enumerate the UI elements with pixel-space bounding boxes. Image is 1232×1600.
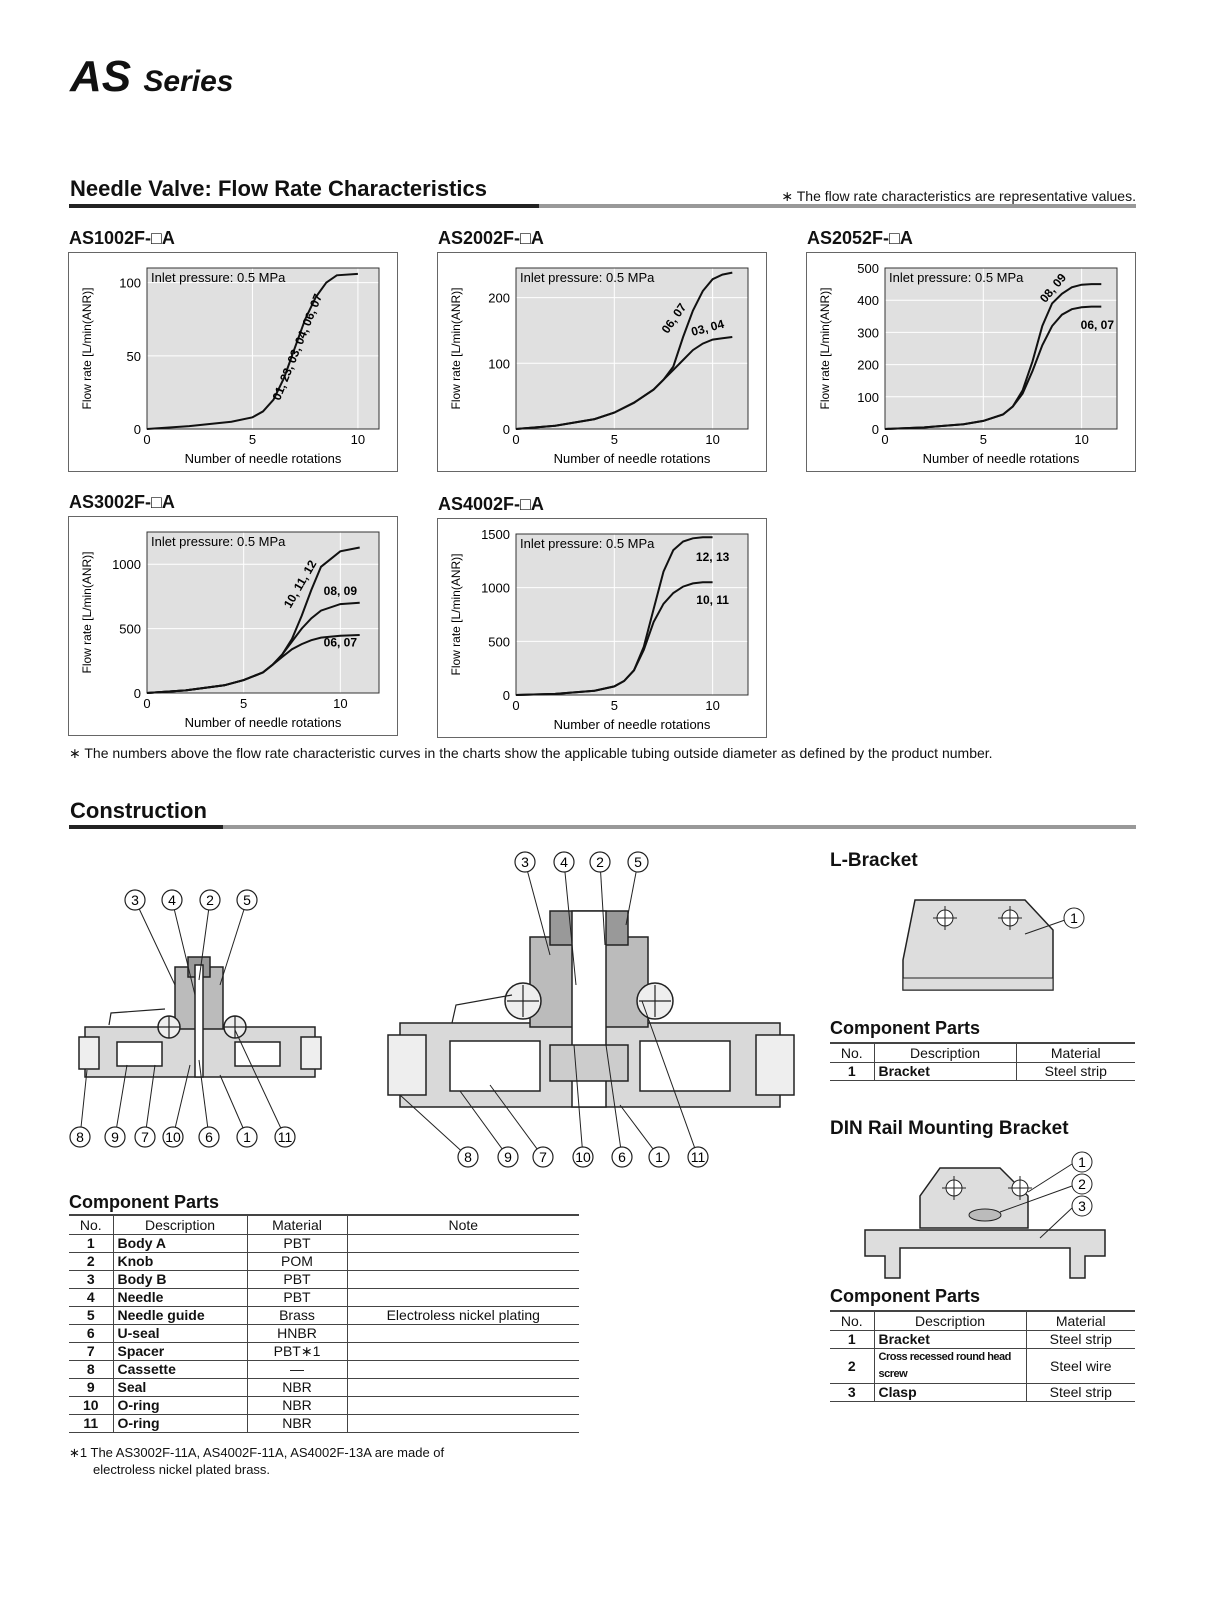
cell-desc: Needle guide: [113, 1307, 247, 1325]
cell-note: [347, 1379, 579, 1397]
inlet-pressure-label: Inlet pressure: 0.5 MPa: [151, 270, 286, 285]
cell-no: 11: [69, 1415, 113, 1433]
x-tick-label: 0: [881, 432, 889, 447]
series-title-sub: Series: [143, 65, 234, 98]
callout-4: 4: [168, 892, 176, 908]
component-parts-table: [69, 1214, 579, 1433]
construction-drawing-large: [380, 845, 800, 1175]
flow-chart-as4002: [437, 518, 767, 738]
cell-mat: PBT: [247, 1289, 347, 1307]
inlet-pressure-label: Inlet pressure: 0.5 MPa: [520, 270, 655, 285]
cell-mat: PBT∗1: [247, 1343, 347, 1361]
series-label: 06, 07: [658, 300, 690, 336]
flow-section-title: Needle Valve: Flow Rate Characteristics: [70, 176, 487, 201]
plot-area: [147, 268, 379, 429]
y-tick-label: 0: [502, 422, 510, 437]
series-label: 08, 09: [1036, 270, 1070, 306]
cell-no: 2: [830, 1349, 874, 1384]
footnote-line2: electroless nickel plated brass.: [93, 1462, 271, 1477]
y-axis-label: Flow rate [L/min(ANR)]: [80, 287, 94, 410]
x-tick-label: 5: [610, 698, 618, 713]
y-tick-label: 0: [871, 422, 879, 437]
table-row: [830, 1349, 1135, 1384]
y-tick-label: 500: [119, 621, 141, 637]
callout-3: 3: [521, 854, 529, 870]
lb-col-description: Description: [874, 1043, 1016, 1063]
cell-no: 7: [69, 1343, 113, 1361]
callout-1: 1: [655, 1149, 663, 1165]
y-tick-label: 500: [488, 634, 510, 650]
cell-note: [347, 1361, 579, 1379]
x-tick-label: 0: [143, 432, 151, 447]
plot-area: [885, 268, 1117, 429]
x-tick-label: 5: [248, 432, 257, 447]
cell-no: 5: [69, 1307, 113, 1325]
y-tick-label: 100: [488, 356, 510, 372]
plot-area: [147, 532, 379, 693]
callout-10: 10: [165, 1129, 181, 1145]
construction-bar: [69, 825, 223, 829]
table-row: [830, 1384, 1135, 1402]
y-tick-label: 100: [857, 389, 879, 405]
din-callout-1: 1: [1078, 1154, 1086, 1170]
chart-model-as2052: AS2052F-□A: [807, 228, 913, 248]
cell-note: [347, 1289, 579, 1307]
y-tick-label: 500: [857, 261, 879, 276]
cell-desc: Clasp: [874, 1384, 1026, 1402]
l-bracket-parts-table: [830, 1042, 1135, 1081]
callout-11: 11: [277, 1129, 293, 1145]
callout-5: 5: [634, 854, 642, 870]
x-tick-label: 5: [240, 696, 248, 711]
cell-no: 8: [69, 1361, 113, 1379]
cell-desc: U-seal: [113, 1325, 247, 1343]
flow-chart-as2052: [806, 252, 1136, 472]
flow-note: ∗ The flow rate characteristics are representative values.: [781, 188, 1136, 204]
cell-no: 9: [69, 1379, 113, 1397]
chart-model-as1002: AS1002F-□A: [69, 228, 175, 248]
series-label: 10, 11, 12: [280, 557, 320, 611]
col-note: Note: [347, 1215, 579, 1235]
series-label: 10, 11: [696, 592, 729, 607]
callout-8: 8: [464, 1149, 472, 1165]
callout-3: 3: [131, 892, 139, 908]
cell-note: [347, 1397, 579, 1415]
inlet-pressure-label: Inlet pressure: 0.5 MPa: [520, 536, 655, 551]
x-tick-label: 0: [512, 432, 520, 447]
callout-8: 8: [76, 1129, 84, 1145]
series-title-main: AS: [70, 52, 132, 101]
din-bracket-title: DIN Rail Mounting Bracket: [830, 1118, 1069, 1139]
series-label: 01, 23, 03, 04, 06, 07: [269, 291, 325, 403]
cell-desc: Body B: [113, 1271, 247, 1289]
x-axis-label: Number of needle rotations: [553, 717, 711, 732]
col-material: Material: [247, 1215, 347, 1235]
table-row: [69, 1289, 579, 1307]
x-tick-label: 10: [705, 698, 720, 713]
inlet-pressure-label: Inlet pressure: 0.5 MPa: [151, 534, 286, 549]
chart-model-as3002: AS3002F-□A: [69, 492, 175, 512]
x-tick-label: 10: [350, 432, 366, 447]
y-axis-label: Flow rate [L/min(ANR)]: [449, 553, 463, 676]
cell-mat: Steel strip: [1026, 1384, 1135, 1402]
cell-desc: Cassette: [113, 1361, 247, 1379]
y-tick-label: 1000: [481, 580, 510, 596]
table-row: [69, 1325, 579, 1343]
footnote-line1: The AS3002F-11A, AS4002F-11A, AS4002F-13A are made of: [90, 1445, 445, 1460]
footnote-mark: ∗1: [69, 1445, 88, 1460]
chart-model-as4002: AS4002F-□A: [438, 494, 544, 514]
table-row: [69, 1271, 579, 1289]
x-axis-label: Number of needle rotations: [184, 451, 342, 466]
callout-9: 9: [111, 1129, 119, 1145]
y-tick-label: 0: [133, 686, 141, 701]
cell-mat: HNBR: [247, 1325, 347, 1343]
callout-5: 5: [243, 892, 251, 908]
plot-area: [516, 268, 748, 429]
table-row: [69, 1253, 579, 1271]
l-bracket-callout: 1: [1070, 910, 1078, 926]
cell-desc: Knob: [113, 1253, 247, 1271]
series-label: 06, 07: [1080, 318, 1115, 333]
table-row: [69, 1361, 579, 1379]
y-tick-label: 0: [502, 688, 510, 703]
y-tick-label: 50: [126, 348, 141, 364]
l-bracket-drawing: [895, 890, 1095, 1000]
cell-note: [347, 1235, 579, 1253]
y-tick-label: 200: [488, 290, 510, 306]
cell-note: [347, 1253, 579, 1271]
din-callout-3: 3: [1078, 1198, 1086, 1214]
cell-mat: NBR: [247, 1415, 347, 1433]
cell-no: 6: [69, 1325, 113, 1343]
series-title: [70, 52, 233, 102]
callout-10: 10: [575, 1149, 591, 1165]
callout-2: 2: [596, 854, 604, 870]
cell-desc: Bracket: [874, 1063, 1016, 1081]
col-description: Description: [113, 1215, 247, 1235]
cell-note: [347, 1271, 579, 1289]
cell-mat: Brass: [247, 1307, 347, 1325]
din-bracket-drawing: [860, 1148, 1110, 1288]
table-row: [830, 1331, 1135, 1349]
component-parts-footnote: [69, 1444, 444, 1478]
flow-chart-as2002: [437, 252, 767, 472]
cell-mat: NBR: [247, 1379, 347, 1397]
cell-note: [347, 1415, 579, 1433]
table-row: [69, 1415, 579, 1433]
x-tick-label: 10: [333, 696, 348, 711]
y-tick-label: 300: [857, 325, 879, 341]
cell-no: 2: [69, 1253, 113, 1271]
y-tick-label: 0: [133, 422, 141, 437]
callout-7: 7: [141, 1129, 149, 1145]
callout-2: 2: [206, 892, 214, 908]
cell-mat: Steel strip: [1016, 1063, 1135, 1081]
series-label: 06, 07: [323, 635, 358, 650]
construction-bar-light: [223, 825, 1136, 829]
y-axis-label: Flow rate [L/min(ANR)]: [449, 287, 463, 410]
x-tick-label: 0: [512, 698, 520, 713]
cell-no: 1: [830, 1063, 874, 1081]
series-label: 08, 09: [323, 584, 358, 599]
callout-7: 7: [539, 1149, 547, 1165]
callout-6: 6: [618, 1149, 626, 1165]
col-no: No.: [69, 1215, 113, 1235]
cell-no: 4: [69, 1289, 113, 1307]
cell-no: 1: [69, 1235, 113, 1253]
l-bracket-parts-title: Component Parts: [830, 1018, 981, 1038]
cell-note: Electroless nickel plating: [347, 1307, 579, 1325]
y-axis-label: Flow rate [L/min(ANR)]: [818, 287, 832, 410]
y-tick-label: 200: [857, 357, 879, 373]
chart-model-as2002: AS2002F-□A: [438, 228, 544, 248]
cell-mat: POM: [247, 1253, 347, 1271]
callout-9: 9: [504, 1149, 512, 1165]
construction-title: Construction: [70, 798, 207, 823]
x-axis-label: Number of needle rotations: [184, 715, 342, 730]
din-col-material: Material: [1026, 1311, 1135, 1331]
y-axis-label: Flow rate [L/min(ANR)]: [80, 551, 94, 674]
x-axis-label: Number of needle rotations: [922, 451, 1080, 466]
cell-desc: Spacer: [113, 1343, 247, 1361]
construction-drawing-small: [65, 885, 325, 1155]
component-parts-title: Component Parts: [69, 1192, 220, 1212]
cell-mat: PBT: [247, 1271, 347, 1289]
din-callout-2: 2: [1078, 1176, 1086, 1192]
flow-section-bar: [69, 204, 539, 208]
din-col-no: No.: [830, 1311, 874, 1331]
x-tick-label: 10: [1074, 432, 1089, 447]
lb-col-no: No.: [830, 1043, 874, 1063]
table-row: [69, 1379, 579, 1397]
series-label: 12, 13: [695, 549, 730, 564]
cell-no: 1: [830, 1331, 874, 1349]
x-tick-label: 5: [610, 432, 618, 447]
cell-no: 10: [69, 1397, 113, 1415]
flow-footnote: ∗ The numbers above the flow rate characteristic curves in the charts show the applicable tubing outside diameter as defined by the product number.: [69, 745, 993, 761]
inlet-pressure-label: Inlet pressure: 0.5 MPa: [889, 270, 1024, 285]
callout-11: 11: [690, 1149, 706, 1165]
series-label: 03, 04: [689, 316, 726, 339]
cell-no: 3: [69, 1271, 113, 1289]
cell-note: [347, 1343, 579, 1361]
cell-mat: Steel strip: [1026, 1331, 1135, 1349]
cell-desc: Seal: [113, 1379, 247, 1397]
y-tick-label: 1000: [112, 557, 141, 573]
cell-mat: Steel wire: [1026, 1349, 1135, 1384]
y-tick-label: 100: [119, 275, 141, 291]
flow-chart-as3002: [68, 516, 398, 736]
x-tick-label: 0: [143, 696, 151, 711]
cell-desc: Bracket: [874, 1331, 1026, 1349]
cell-mat: NBR: [247, 1397, 347, 1415]
din-col-description: Description: [874, 1311, 1026, 1331]
x-tick-label: 10: [705, 432, 720, 447]
table-row: [830, 1063, 1135, 1081]
callout-6: 6: [205, 1129, 213, 1145]
x-axis-label: Number of needle rotations: [553, 451, 711, 466]
lb-col-material: Material: [1016, 1043, 1135, 1063]
cell-mat: PBT: [247, 1235, 347, 1253]
din-parts-table: [830, 1310, 1135, 1402]
table-row: [69, 1235, 579, 1253]
din-parts-title: Component Parts: [830, 1286, 981, 1306]
x-tick-label: 5: [979, 432, 987, 447]
table-row: [69, 1397, 579, 1415]
table-row: [69, 1307, 579, 1325]
callout-1: 1: [243, 1129, 251, 1145]
y-tick-label: 400: [857, 293, 879, 309]
cell-desc: Needle: [113, 1289, 247, 1307]
cell-no: 3: [830, 1384, 874, 1402]
cell-desc: Body A: [113, 1235, 247, 1253]
callout-4: 4: [560, 854, 568, 870]
flow-chart-as1002: [68, 252, 398, 472]
l-bracket-title: L-Bracket: [830, 850, 918, 871]
cell-desc: Cross recessed round head screw: [874, 1349, 1026, 1384]
y-tick-label: 1500: [481, 527, 510, 542]
cell-note: [347, 1325, 579, 1343]
cell-desc: O-ring: [113, 1415, 247, 1433]
cell-desc: O-ring: [113, 1397, 247, 1415]
table-row: [69, 1343, 579, 1361]
cell-mat: —: [247, 1361, 347, 1379]
